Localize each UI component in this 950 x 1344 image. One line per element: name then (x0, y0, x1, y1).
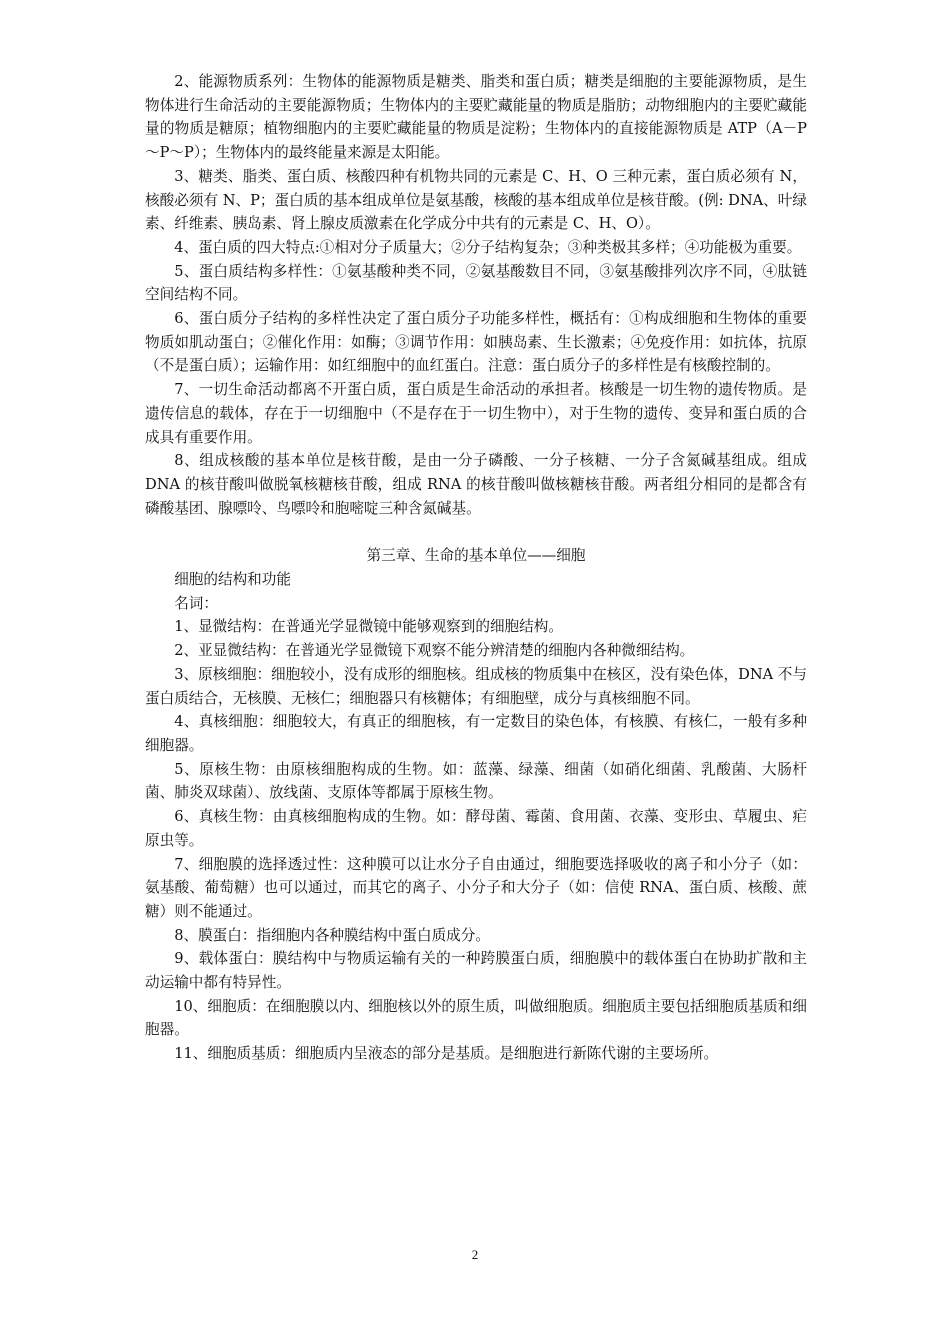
chapter-title: 第三章、生命的基本单位——细胞 (366, 547, 586, 565)
term-submicroscopic-structure: 2、亚显微结构：在普通光学显微镜下观察不能分辨清楚的细胞内各种微细结构。 (174, 642, 695, 660)
term-carrier-protein: 9、载体蛋白：膜结构中与物质运输有关的一种跨膜蛋白质，细胞膜中的载体蛋白在协助扩散和主动运输中都有特异性。 (145, 950, 807, 992)
paragraph-nucleotides: 8、组成核酸的基本单位是核苷酸，是由一分子磷酸、一分子核糖、一分子含氮碱基组成。组成 DNA 的核苷酸叫做脱氧核糖核苷酸，组成 RNA 的核苷酸叫做核糖核苷酸。两者组分相同的是都含有磷酸基团、腺嘌呤、鸟嘌呤和胞嘧啶三种含氮碱基。 (145, 452, 807, 517)
document-body (145, 70, 807, 1066)
term-cytoplasm: 10、细胞质：在细胞膜以内、细胞核以外的原生质，叫做细胞质。细胞质主要包括细胞质基质和细胞器。 (145, 997, 807, 1039)
page-number: 2 (471, 1247, 479, 1262)
term-eukaryotic-cell: 4、真核细胞：细胞较大，有真正的细胞核，有一定数目的染色体，有核膜、有核仁，一般有多种细胞器。 (145, 713, 807, 754)
paragraph-common-elements: 3、糖类、脂类、蛋白质、核酸四种有机物共同的元素是 C、H、O 三种元素，蛋白质必须有 N，核酸必须有 N、P；蛋白质的基本组成单位是氨基酸，核酸的基本组成单位是核苷酸。(例: DNA、叶绿素、纤维素、胰岛素、肾上腺皮质激素在化学成分中共有的元素是 C、H、O）。 (145, 167, 807, 233)
paragraph-protein-structure-diversity: 5、蛋白质结构多样性：①氨基酸种类不同，②氨基酸数目不同，③氨基酸排列次序不同，④肽链空间结构不同。 (145, 262, 807, 304)
paragraph-energy-substances: 2、能源物质系列：生物体的能源物质是糖类、脂类和蛋白质；糖类是细胞的主要能源物质，是生物体进行生命活动的主要能源物质；生物体内的主要贮藏能量的物质是脂肪；动物细胞内的主要贮藏能量的物质是糖原；植物细胞内的主要贮藏能量的物质是淀粉；生物体内的直接能源物质是 ATP（A－P～P～P）；生物体内的最终能量来源是太阳能。 (145, 73, 807, 162)
term-membrane-protein: 8、膜蛋白：指细胞内各种膜结构中蛋白质成分。 (174, 926, 490, 944)
paragraph-protein-function-diversity: 6、蛋白质分子结构的多样性决定了蛋白质分子功能多样性，概括有：①构成细胞和生物体的重要物质如肌动蛋白；②催化作用：如酶；③调节作用：如胰岛素、生长激素；④免疫作用：如抗体，抗原（不是蛋白质）；运输作用：如红细胞中的血红蛋白。注意：蛋白质分子的多样性是有核酸控制的。 (145, 310, 807, 375)
section-gap (145, 520, 807, 544)
term-microscopic-structure: 1、显微结构：在普通光学显微镜中能够观察到的细胞结构。 (174, 618, 563, 636)
term-selective-permeability: 7、细胞膜的选择透过性：这种膜可以让水分子自由通过，细胞要选择吸收的离子和小分子（如：氨基酸、葡萄糖）也可以通过，而其它的离子、小分子和大分子（如：信使 RNA、蛋白质、核酸、蔗糖）则不能通过。 (145, 855, 807, 920)
term-eukaryote: 6、真核生物：由真核细胞构成的生物。如：酵母菌、霉菌、食用菌、衣藻、变形虫、草履虫、疟原虫等。 (145, 808, 807, 849)
terms-label: 名词： (174, 594, 218, 612)
term-prokaryotic-cell: 3、原核细胞：细胞较小，没有成形的细胞核。组成核的物质集中在核区，没有染色体，DNA 不与蛋白质结合，无核膜、无核仁；细胞器只有核糖体；有细胞壁，成分与真核细胞不同。 (145, 665, 807, 707)
paragraph-protein-features: 4、蛋白质的四大特点:①相对分子质量大；②分子结构复杂；③种类极其多样；④功能极为重要。 (174, 238, 802, 256)
term-cytoplasmic-matrix: 11、细胞质基质：细胞质内呈液态的部分是基质。是细胞进行新陈代谢的主要场所。 (174, 1045, 719, 1063)
term-prokaryote: 5、原核生物：由原核细胞构成的生物。如：蓝藻、绿藻、细菌（如硝化细菌、乳酸菌、大肠杆菌、肺炎双球菌）、放线菌、支原体等都属于原核生物。 (145, 760, 807, 802)
section-subtitle: 细胞的结构和功能 (174, 571, 291, 589)
paragraph-protein-nucleic-acid-role: 7、一切生命活动都离不开蛋白质，蛋白质是生命活动的承担者。核酸是一切生物的遗传物质。是遗传信息的载体，存在于一切细胞中（不是存在于一切生物中），对于生物的遗传、变异和蛋白质的合成具有重要作用。 (145, 381, 807, 446)
